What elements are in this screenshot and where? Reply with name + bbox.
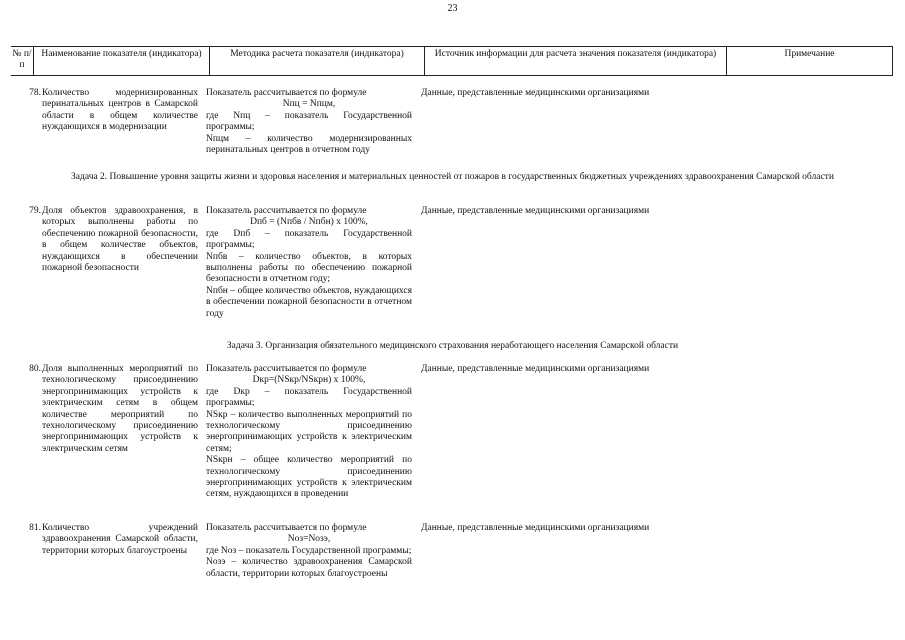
header-method: Методика расчета показателя (индикатора) <box>209 47 424 75</box>
header-name: Наименование показателя (индикатора) <box>33 47 209 75</box>
definition: Nозэ – количество здравоохранения Самарской области, территории которых благоустроены <box>206 557 412 579</box>
method-intro: Показатель рассчитывается по формуле <box>206 523 367 533</box>
formula: Nпц = Nпцм, <box>282 99 336 110</box>
formula: Dпб = (Nпбв / Nпбн) х 100%, <box>250 217 368 228</box>
method-cell <box>206 364 412 501</box>
definition: NSкр – количество выполненных мероприятий по технологическому присоединению энергопринимающих устройств к электрическим сетям; <box>206 409 412 454</box>
row-number: 78. <box>29 88 41 98</box>
info-source: Данные, представленные медицинскими организациями <box>421 523 650 533</box>
method-intro: Показатель рассчитывается по формуле <box>206 364 367 374</box>
method-intro: Показатель рассчитывается по формуле <box>206 206 367 216</box>
definition: где Nпц – показатель Государственной программы; <box>206 110 412 133</box>
definition: Nпцм – количество модернизированных перинатальных центров в отчетном году <box>206 133 412 156</box>
formula: Dкр=(NSкр/NSкрн) х 100%, <box>252 375 366 386</box>
indicator-name: Количество учреждений здравоохранения Самарской области, территории которых благоустроены <box>42 523 198 556</box>
info-source: Данные, представленные медицинскими организациями <box>421 206 650 216</box>
task-heading: Задача 2. Повышение уровня защиты жизни и здоровья населения и материальных ценностей от пожаров в государственных бюджетных учреждениях здравоохранения Самарской области <box>71 172 834 182</box>
row-number: 80. <box>29 364 41 374</box>
table-header <box>11 46 893 76</box>
method-intro: Показатель рассчитывается по формуле <box>206 88 367 98</box>
definition: где Dпб – показатель Государственной программы; <box>206 228 412 251</box>
definition: где Dкр – показатель Государственной программы; <box>206 386 412 409</box>
row-number: 79. <box>29 206 41 216</box>
method-cell <box>206 206 412 320</box>
page-number: 23 <box>447 3 458 14</box>
definition: где Nоз – показатель Государственной программы; <box>206 545 412 556</box>
definition: Nпбн – общее количество объектов, нуждающихся в обеспечении пожарной безопасности в отчетном году <box>206 285 412 319</box>
info-source: Данные, представленные медицинскими организациями <box>421 364 650 374</box>
header-source: Источник информации для расчета значения показателя (индикатора) <box>424 47 726 75</box>
indicator-name: Количество модернизированных перинатальных центров в Самарской области в общем количестве нуждающихся в модернизации <box>42 88 198 133</box>
method-cell <box>206 523 412 580</box>
indicator-name: Доля объектов здравоохранения, в которых выполнены работы по обеспечению пожарной безопасности, в общем количестве объектов, нуждающихся в обеспечении пожарной безопасности <box>42 206 198 274</box>
definition: Nпбв – количество объектов, в которых выполнены работы по обеспечению пожарной безопасности в отчетном году; <box>206 251 412 285</box>
method-cell <box>206 88 412 156</box>
definition: NSкрн – общее количество мероприятий по технологическому присоединению энергопринимающих устройств к электрическим сетям, нуждающихся в проведении <box>206 455 412 500</box>
task-heading: Задача 3. Организация обязательного медицинского страхования неработающего населения Самарской области <box>226 341 679 351</box>
indicator-name: Доля выполненных мероприятий по технологическому присоединению энергопринимающих устройств к электрическим сетям в общем количестве мероприятий по технологическому присоединению энергопринимающих устройств к электрическим сетям <box>42 364 198 454</box>
info-source: Данные, представленные медицинскими организациями <box>421 88 650 98</box>
formula: Nоз=Nозэ, <box>287 534 331 545</box>
header-number: № п/п <box>12 49 32 70</box>
row-number: 81. <box>29 523 41 533</box>
header-note: Примечание <box>726 47 893 75</box>
